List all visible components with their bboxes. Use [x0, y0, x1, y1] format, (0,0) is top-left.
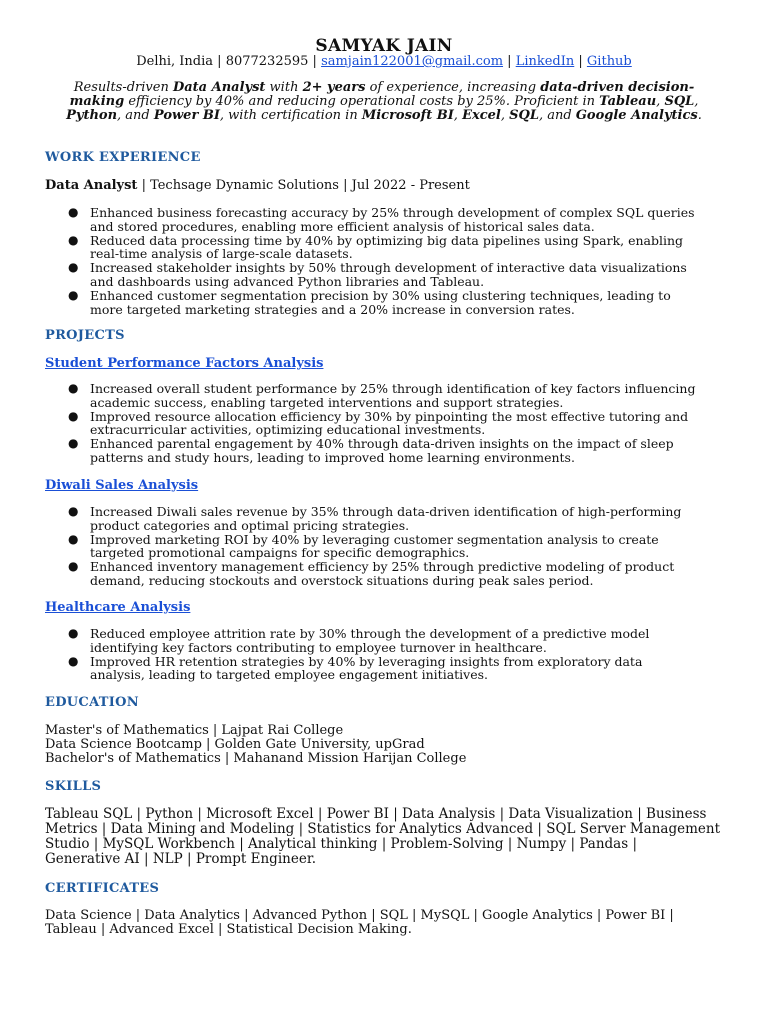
email-link[interactable]: samjain122001@gmail.com	[321, 54, 504, 69]
bullet-text-line: Improved resource allocation efficiency by 30% by pinpointing the most effective tutoring and	[90, 408, 689, 424]
bullet-dot-icon: ●	[68, 559, 79, 574]
skills-line: Tableau SQL | Python | Microsoft Excel | Power BI | Data Analysis | Data Visualization | Business	[45, 806, 707, 822]
bullet-text-line: Increased stakeholder insights by 50% through development of interactive data visualizations	[90, 260, 687, 276]
bullet-item	[68, 260, 730, 289]
bullet-text-line: Increased overall student performance by 25% through identification of key factors influencing	[90, 381, 696, 396]
project-bullets-student-performance	[68, 381, 730, 465]
bullet-item	[68, 531, 730, 561]
project-bullets-diwali-sales	[68, 504, 730, 588]
bullet-text-line: extracurricular activities, optimizing educational investments.	[90, 422, 486, 438]
bullet-text-line: and stored procedures, enabling more efficient analysis of historical sales data.	[90, 218, 595, 234]
bullet-dot-icon: ●	[68, 381, 79, 395]
bullet-dot-icon: ●	[68, 287, 79, 302]
section-heading-projects: PROJECTS	[45, 328, 125, 343]
bullet-item	[68, 559, 730, 588]
certificates-line: Data Science | Data Analytics | Advanced Python | SQL | MySQL | Google Analytics | Power BI |	[45, 908, 674, 923]
bullet-text-line: Increased Diwali sales revenue by 35% through data-driven identification of high-performing	[90, 504, 682, 519]
bullet-text-line: patterns and study hours, leading to improved home learning environments.	[90, 449, 575, 465]
project-title-diwali-sales[interactable]: Diwali Sales Analysis	[45, 478, 199, 493]
bullet-text-line: Reduced employee attrition rate by 30% through the development of a predictive model	[90, 626, 650, 641]
bullet-item	[68, 408, 730, 438]
bullet-text-line: Improved marketing ROI by 40% by leveraging customer segmentation analysis to create	[90, 531, 659, 547]
bullet-item	[68, 381, 730, 410]
bullet-dot-icon: ●	[68, 626, 79, 640]
bullet-text-line: and dashboards using advanced Python libraries and Tableau.	[90, 273, 485, 289]
education-entry: Bachelor's of Mathematics | Mahanand Mission Harijan College	[45, 751, 467, 766]
project-title-student-performance[interactable]: Student Performance Factors Analysis	[45, 356, 324, 371]
skills-line: Studio | MySQL Workbench | Analytical thinking | Problem-Solving | Numpy | Pandas |	[45, 836, 638, 852]
education-list	[45, 724, 735, 766]
bullet-text-line: product categories and optimal pricing strategies.	[90, 517, 410, 533]
education-entry: Master's of Mathematics | Lajpat Rai College	[45, 723, 344, 738]
bullet-text-line: more targeted marketing strategies and a 20% increase in conversion rates.	[90, 301, 575, 317]
bullet-text-line: Enhanced customer segmentation precision by 30% using clustering techniques, leading to	[90, 287, 671, 303]
bullet-text-line: Enhanced inventory management efficiency by 25% through predictive modeling of product	[90, 559, 675, 575]
bullet-dot-icon: ●	[68, 436, 79, 451]
section-heading-education: EDUCATION	[45, 695, 139, 710]
bullet-text-line: analysis, leading to targeted employee engagement initiatives.	[90, 667, 489, 683]
job-details: | Techsage Dynamic Solutions | Jul 2022 - Present	[137, 178, 470, 193]
bullet-dot-icon: ●	[68, 408, 79, 423]
education-entry: Data Science Bootcamp | Golden Gate University, upGrad	[45, 737, 425, 752]
job-role: Data Analyst	[45, 178, 138, 193]
candidate-name: SAMYAK JAIN	[315, 36, 453, 56]
bullet-item	[68, 287, 730, 317]
bullet-text-line: identifying key factors contributing to employee turnover in healthcare.	[90, 639, 547, 655]
bullet-text-line: Reduced data processing time by 40% by optimizing big data pipelines using Spark, enabling	[90, 232, 684, 248]
bullet-item	[68, 504, 730, 533]
github-link[interactable]: Github	[586, 54, 632, 69]
bullet-item	[68, 626, 730, 655]
section-heading-certificates: CERTIFICATES	[45, 881, 160, 896]
bullet-text-line: targeted promotional campaigns for specific demographics.	[90, 545, 470, 561]
linkedin-link[interactable]: LinkedIn	[515, 54, 575, 69]
section-heading-skills: SKILLS	[45, 779, 102, 794]
bullet-dot-icon: ●	[68, 205, 79, 219]
project-title-healthcare[interactable]: Healthcare Analysis	[45, 600, 191, 615]
skills-list	[45, 807, 735, 867]
phone: 8077232595	[225, 54, 309, 69]
location: Delhi, India	[136, 54, 214, 69]
professional-summary: Results-driven Data Analyst with 2+ years of experience, increasing data-driven decision-making efficiency by 40% and reducing operational costs by 25%. Proficient in Tableau, SQL, Python, and Power BI, with certification in Microsoft BI, Excel, SQL, and Google Analytics.	[66, 80, 702, 123]
bullet-dot-icon: ●	[68, 653, 79, 668]
bullet-text-line: demand, reducing stockouts and overstock situations during peak sales period.	[90, 572, 594, 588]
certificates-list	[45, 909, 735, 937]
skills-line: Metrics | Data Mining and Modeling | Statistics for Analytics Advanced | SQL Server Management	[45, 821, 721, 837]
project-bullets-healthcare	[68, 626, 730, 683]
bullet-item	[68, 436, 730, 465]
bullet-text-line: academic success, enabling targeted interventions and support strategies.	[90, 394, 564, 410]
bullet-text-line: Enhanced business forecasting accuracy by 25% through development of complex SQL queries	[90, 205, 695, 220]
skills-line: Generative AI | NLP | Prompt Engineer.	[45, 851, 317, 867]
bullet-dot-icon: ●	[68, 260, 79, 275]
section-heading-work-experience: WORK EXPERIENCE	[45, 150, 201, 165]
bullet-text-line: real-time analysis of large-scale datasets.	[90, 246, 353, 262]
bullet-text-line: Enhanced parental engagement by 40% through data-driven insights on the impact of sleep	[90, 436, 674, 452]
bullet-item	[68, 653, 730, 683]
bullet-dot-icon: ●	[68, 531, 79, 546]
job-title-line	[45, 178, 470, 193]
work-bullets	[68, 205, 730, 317]
bullet-dot-icon: ●	[68, 232, 79, 247]
bullet-item	[68, 205, 730, 234]
bullet-dot-icon: ●	[68, 504, 79, 518]
bullet-text-line: Improved HR retention strategies by 40% by leveraging insights from exploratory data	[90, 653, 643, 669]
certificates-line: Tableau | Advanced Excel | Statistical Decision Making.	[45, 922, 412, 937]
contact-line: Delhi, India | 8077232595 | samjain122001@gmail.com | LinkedIn | Github	[136, 54, 632, 69]
bullet-item	[68, 232, 730, 262]
